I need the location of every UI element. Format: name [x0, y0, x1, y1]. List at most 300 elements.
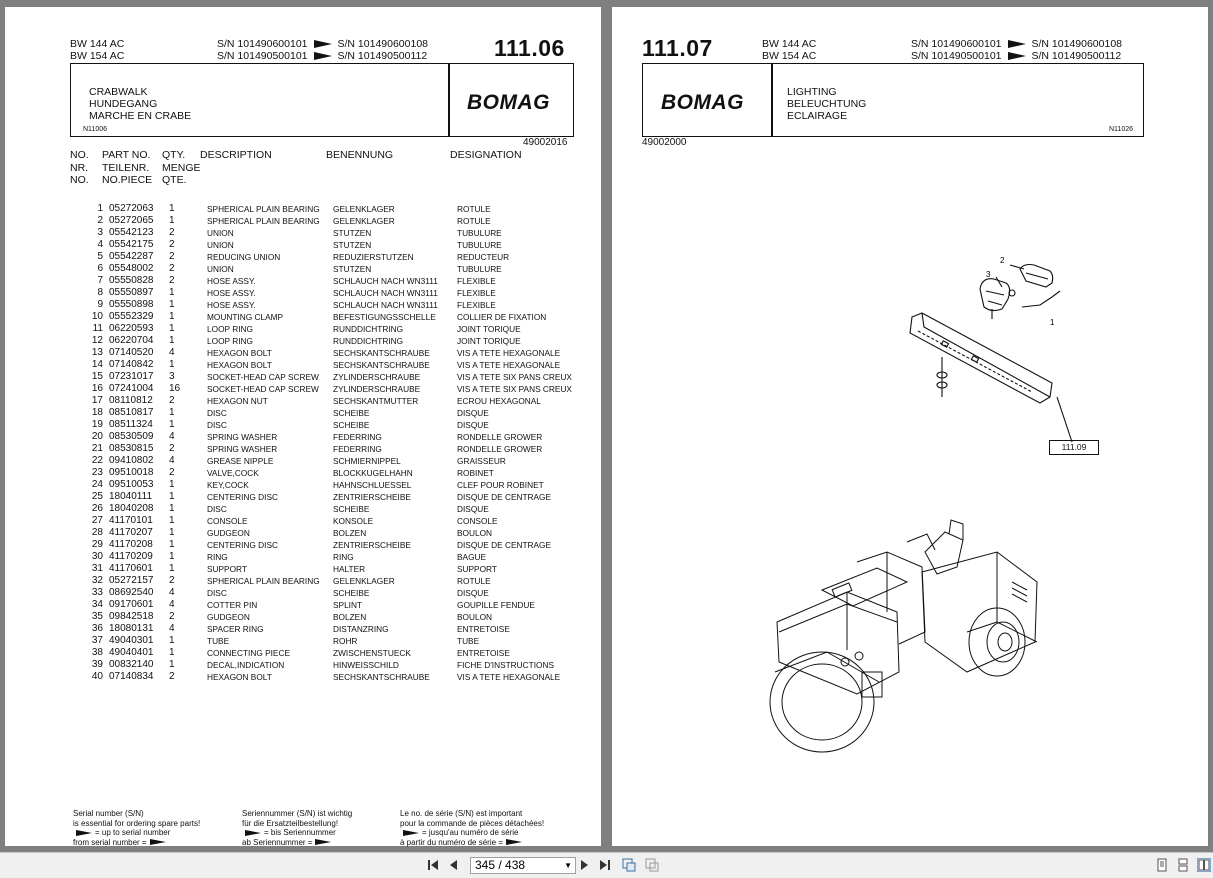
- quantity: 1: [169, 215, 175, 226]
- item-number: 28: [91, 527, 103, 538]
- part-number: 06220704: [109, 335, 154, 346]
- quantity: 1: [169, 419, 175, 430]
- serial-range-list: [911, 38, 1122, 62]
- description-fr: VIS A TETE HEXAGONALE: [457, 348, 561, 358]
- item-number: 7: [97, 275, 103, 286]
- single-page-icon[interactable]: [1155, 858, 1169, 872]
- description-fr: COLLIER DE FIXATION: [457, 312, 547, 322]
- item-number: 20: [91, 431, 103, 442]
- part-number: 41170101: [109, 515, 153, 526]
- description-en: UNION: [207, 228, 234, 238]
- item-number: 34: [91, 599, 103, 610]
- part-number: 08110812: [109, 395, 153, 406]
- up-to-arrow-icon: [314, 40, 332, 48]
- description-fr: REDUCTEUR: [457, 252, 510, 262]
- description-fr: SUPPORT: [457, 564, 497, 574]
- description-en: HOSE ASSY.: [207, 300, 256, 310]
- description-en: SPHERICAL PLAIN BEARING: [207, 204, 320, 214]
- description-en: MOUNTING CLAMP: [207, 312, 284, 322]
- part-number: 05272065: [109, 215, 154, 226]
- col-header-no: [70, 149, 89, 187]
- description-en: SUPPORT: [207, 564, 247, 574]
- table-row: [71, 359, 587, 371]
- item-number: 29: [91, 539, 103, 550]
- quantity: 4: [169, 623, 175, 634]
- bomag-logo: BOMAG: [661, 91, 744, 114]
- description-de: BLOCKKUGELHAHN: [333, 468, 413, 478]
- parts-table: [71, 203, 587, 683]
- part-number: 05548002: [109, 263, 154, 274]
- drawing-ref: N11026: [1109, 126, 1134, 133]
- description-en: HEXAGON NUT: [207, 396, 268, 406]
- description-fr: ROTULE: [457, 204, 491, 214]
- item-number: 37: [91, 635, 103, 646]
- description-fr: FLEXIBLE: [457, 300, 496, 310]
- part-number: 05552329: [109, 311, 154, 322]
- footer-text: ab Seriennummer =: [242, 837, 313, 847]
- part-number: 06220593: [109, 323, 154, 334]
- description-fr: DISQUE: [457, 504, 489, 514]
- item-number: 18: [91, 407, 103, 418]
- description-en: HOSE ASSY.: [207, 288, 256, 298]
- description-de: REDUZIERSTUTZEN: [333, 252, 414, 262]
- title-fr: MARCHE EN CRABE: [89, 110, 192, 122]
- description-en: CENTERING DISC: [207, 540, 278, 550]
- part-number: 05272063: [109, 203, 154, 214]
- part-number: 07140520: [109, 347, 154, 358]
- item-number: 6: [97, 263, 103, 274]
- footer-fr-line: [400, 838, 544, 848]
- item-number: 38: [91, 647, 103, 658]
- part-number: 18080131: [109, 623, 154, 634]
- description-de: ZWISCHENSTUECK: [333, 648, 411, 658]
- description-de: FEDERRING: [333, 432, 382, 442]
- table-row: [71, 539, 587, 551]
- table-row: [71, 563, 587, 575]
- table-row: [71, 335, 587, 347]
- description-fr: FLEXIBLE: [457, 276, 496, 286]
- col-no-en: NO.: [70, 149, 89, 161]
- model-2: BW 154 AC: [70, 50, 125, 62]
- description-en: HEXAGON BOLT: [207, 360, 272, 370]
- description-en: DISC: [207, 408, 227, 418]
- description-de: ROHR: [333, 636, 358, 646]
- description-fr: ECROU HEXAGONAL: [457, 396, 541, 406]
- quantity: 4: [169, 455, 175, 466]
- table-row: [71, 431, 587, 443]
- quantity: 2: [169, 443, 175, 454]
- quantity: 2: [169, 611, 175, 622]
- title-fr: ECLAIRAGE: [787, 110, 848, 122]
- description-fr: CONSOLE: [457, 516, 498, 526]
- prev-page-icon[interactable]: [447, 858, 461, 872]
- part-number: 09170601: [109, 599, 154, 610]
- two-page-icon[interactable]: [1197, 858, 1211, 872]
- description-de: SECHSKANTMUTTER: [333, 396, 419, 406]
- description-fr: RONDELLE GROWER: [457, 444, 543, 454]
- description-fr: GOUPILLE FENDUE: [457, 600, 535, 610]
- roller-machine-drawing: [767, 512, 1047, 762]
- description-en: COTTER PIN: [207, 600, 258, 610]
- item-number: 33: [91, 587, 103, 598]
- footer-en-line: [73, 828, 200, 838]
- part-number: 49040301: [109, 635, 154, 646]
- description-en: HEXAGON BOLT: [207, 672, 272, 682]
- footer-fr: [400, 809, 544, 847]
- next-page-icon[interactable]: [577, 858, 591, 872]
- col-qty-fr: QTE.: [162, 174, 187, 186]
- description-en: SPRING WASHER: [207, 444, 278, 454]
- callout-3: 3: [986, 270, 991, 279]
- col-part-fr: NO.PIECE: [102, 174, 153, 186]
- col-no-de: NR.: [70, 161, 89, 174]
- item-number: 27: [91, 515, 103, 526]
- description-en: CONSOLE: [207, 516, 248, 526]
- quantity: 2: [169, 239, 175, 250]
- title-en: CRABWALK: [89, 86, 148, 98]
- col-header-description: DESCRIPTION: [200, 149, 272, 161]
- footer-en-line: Serial number (S/N): [73, 809, 144, 818]
- quantity: 1: [169, 635, 175, 646]
- table-row: [71, 455, 587, 467]
- item-number: 21: [91, 443, 103, 454]
- description-de: STUTZEN: [333, 264, 372, 274]
- quantity: 1: [169, 287, 175, 298]
- part-number: 09842518: [109, 611, 154, 622]
- description-de: ZYLINDERSCHRAUBE: [333, 384, 421, 394]
- serial-range-1: [911, 38, 1122, 50]
- description-de: BEFESTIGUNGSSCHELLE: [333, 312, 436, 322]
- table-row: [71, 503, 587, 515]
- quantity: 1: [169, 323, 175, 334]
- footer-text: à partir du numéro de série =: [400, 837, 503, 847]
- description-en: SPHERICAL PLAIN BEARING: [207, 576, 320, 586]
- col-no-fr: NO.: [70, 174, 89, 186]
- quantity: 2: [169, 263, 175, 274]
- lighting-exploded-drawing: [902, 247, 1102, 467]
- item-number: 12: [91, 335, 103, 346]
- item-number: 3: [97, 227, 103, 238]
- description-fr: DISQUE DE CENTRAGE: [457, 540, 552, 550]
- footer-fr-line: pour la commande de pièces détachées!: [400, 818, 545, 828]
- control-panel: [822, 568, 907, 606]
- item-number: 8: [97, 287, 103, 298]
- quantity: 1: [169, 647, 175, 658]
- part-number: 09510053: [109, 479, 154, 490]
- description-en: DISC: [207, 588, 227, 598]
- description-en: VALVE,COCK: [207, 468, 259, 478]
- description-en: GREASE NIPPLE: [207, 456, 274, 466]
- drawing-ref: N11006: [83, 126, 108, 133]
- first-page-icon[interactable]: [426, 858, 440, 872]
- description-fr: DISQUE: [457, 420, 489, 430]
- continuous-page-icon[interactable]: [1176, 858, 1190, 872]
- description-de: KONSOLE: [333, 516, 374, 526]
- description-fr: JOINT TORIQUE: [457, 324, 521, 334]
- part-number: 08511324: [109, 419, 153, 430]
- quantity: 1: [169, 491, 175, 502]
- footer-de: [242, 809, 352, 847]
- part-number: 49040401: [109, 647, 154, 658]
- description-fr: BOULON: [457, 612, 493, 622]
- table-row: [71, 551, 587, 563]
- description-fr: DISQUE DE CENTRAGE: [457, 492, 552, 502]
- item-number: 19: [91, 419, 103, 430]
- item-number: 2: [97, 215, 103, 226]
- table-row: [71, 311, 587, 323]
- quantity: 1: [169, 503, 175, 514]
- serial-to: S/N 101490500112: [337, 50, 428, 62]
- work-lamp: [980, 279, 1010, 311]
- description-de: STUTZEN: [333, 240, 372, 250]
- description-fr: GRAISSEUR: [457, 456, 506, 466]
- description-en: KEY,COCK: [207, 480, 249, 490]
- quantity: 1: [169, 515, 175, 526]
- footer-de-line: Seriennummer (S/N) ist wichtig: [242, 809, 353, 818]
- title-en: LIGHTING: [787, 86, 837, 98]
- footer-text: from serial number =: [73, 837, 147, 847]
- quantity: 1: [169, 203, 175, 214]
- description-en: SPACER RING: [207, 624, 264, 634]
- item-number: 25: [91, 491, 103, 502]
- chevron-down-icon[interactable]: ▼: [564, 861, 572, 870]
- part-number: 41170208: [109, 539, 153, 550]
- description-de: SCHLAUCH NACH WN3111: [333, 300, 438, 310]
- quantity: 4: [169, 347, 175, 358]
- serial-to: S/N 101490600108: [1031, 38, 1122, 50]
- description-en: LOOP RING: [207, 336, 253, 346]
- description-fr: RONDELLE GROWER: [457, 432, 543, 442]
- section-number: 111.06: [494, 35, 565, 61]
- description-de: GELENKLAGER: [333, 576, 395, 586]
- description-de: HAHNSCHLUESSEL: [333, 480, 412, 490]
- quantity: 2: [169, 575, 175, 586]
- callout-1: 1: [1050, 318, 1055, 327]
- table-row: [71, 323, 587, 335]
- table-row: [71, 239, 587, 251]
- footer-text: = jusqu'au numéro de série: [422, 828, 519, 837]
- description-fr: VIS A TETE SIX PANS CREUX: [457, 384, 572, 394]
- serial-from: S/N 101490600101: [217, 38, 308, 50]
- footer-fr-line: [400, 828, 544, 838]
- description-fr: TUBE: [457, 636, 480, 646]
- serial-from: S/N 101490500101: [911, 50, 1002, 62]
- description-en: GUDGEON: [207, 528, 250, 538]
- description-de: FEDERRING: [333, 444, 382, 454]
- description-fr: TUBULURE: [457, 264, 502, 274]
- table-row: [71, 419, 587, 431]
- quantity: 2: [169, 395, 175, 406]
- item-number: 14: [91, 359, 103, 370]
- item-number: 15: [91, 371, 103, 382]
- description-de: DISTANZRING: [333, 624, 389, 634]
- quantity: 1: [169, 299, 175, 310]
- table-row: [71, 491, 587, 503]
- table-row: [71, 371, 587, 383]
- footer-de-line: [242, 828, 352, 838]
- page-number-field[interactable]: [470, 857, 576, 874]
- description-en: CENTERING DISC: [207, 492, 278, 502]
- description-en: DISC: [207, 420, 227, 430]
- quantity: 1: [169, 659, 175, 670]
- model-2: BW 154 AC: [762, 50, 817, 62]
- description-de: RUNDDICHTRING: [333, 336, 404, 346]
- description-de: STUTZEN: [333, 228, 372, 238]
- description-fr: VIS A TETE HEXAGONALE: [457, 360, 561, 370]
- from-arrow-icon: [315, 839, 331, 845]
- description-fr: TUBULURE: [457, 228, 502, 238]
- item-number: 13: [91, 347, 103, 358]
- item-number: 32: [91, 575, 103, 586]
- quantity: 2: [169, 275, 175, 286]
- footer-de-line: [242, 838, 352, 848]
- footer-text: = bis Seriennummer: [264, 828, 336, 837]
- title-divider: [771, 64, 773, 136]
- table-row: [71, 623, 587, 635]
- quantity: 1: [169, 563, 175, 574]
- part-number: 08530815: [109, 443, 154, 454]
- description-de: SCHEIBE: [333, 420, 370, 430]
- right-document-page: [612, 7, 1208, 846]
- fit-width-icon[interactable]: [645, 858, 659, 872]
- footer-de-line: für die Ersatzteilbestellung!: [242, 818, 339, 828]
- part-number: 07140834: [109, 671, 154, 682]
- item-number: 26: [91, 503, 103, 514]
- description-en: RING: [207, 552, 228, 562]
- table-row: [71, 659, 587, 671]
- description-en: SOCKET-HEAD CAP SCREW: [207, 384, 319, 394]
- part-number: 05542123: [109, 227, 154, 238]
- quantity: 4: [169, 599, 175, 610]
- document-number: 49002000: [642, 137, 687, 148]
- description-en: SOCKET-HEAD CAP SCREW: [207, 372, 319, 382]
- quantity: 1: [169, 551, 175, 562]
- table-row: [71, 611, 587, 623]
- description-fr: FICHE D'INSTRUCTIONS: [457, 660, 554, 670]
- description-en: SPHERICAL PLAIN BEARING: [207, 216, 320, 226]
- description-de: SCHEIBE: [333, 408, 370, 418]
- footer-text: = up to serial number: [95, 828, 171, 837]
- table-row: [71, 395, 587, 407]
- callout-2: 2: [1000, 256, 1005, 265]
- item-number: 24: [91, 479, 103, 490]
- col-qty-de: MENGE: [162, 161, 201, 174]
- col-part-en: PART NO.: [102, 149, 151, 161]
- title-box: [642, 63, 1144, 137]
- quantity: 4: [169, 587, 175, 598]
- reference-box: 111.09: [1049, 440, 1099, 455]
- part-number: 07241004: [109, 383, 154, 394]
- item-number: 35: [91, 611, 103, 622]
- model-list: [70, 38, 124, 62]
- up-to-arrow-icon: [1008, 52, 1026, 60]
- part-number: 41170207: [109, 527, 153, 538]
- col-header-qty: [162, 149, 201, 187]
- quantity: 2: [169, 671, 175, 682]
- description-de: ZYLINDERSCHRAUBE: [333, 372, 421, 382]
- description-fr: JOINT TORIQUE: [457, 336, 521, 346]
- part-number: 09510018: [109, 467, 154, 478]
- quantity: 2: [169, 251, 175, 262]
- table-row: [71, 299, 587, 311]
- description-fr: DISQUE: [457, 588, 489, 598]
- description-en: TUBE: [207, 636, 230, 646]
- description-de: HALTER: [333, 564, 366, 574]
- table-row: [71, 407, 587, 419]
- description-fr: VIS A TETE HEXAGONALE: [457, 672, 561, 682]
- part-number: 07140842: [109, 359, 154, 370]
- from-arrow-icon: [150, 839, 166, 845]
- serial-range-1: [217, 38, 428, 50]
- description-de: GELENKLAGER: [333, 204, 395, 214]
- last-page-icon[interactable]: [598, 858, 612, 872]
- description-en: HOSE ASSY.: [207, 276, 256, 286]
- item-number: 40: [91, 671, 103, 682]
- model-list: [762, 38, 816, 62]
- description-de: RING: [333, 552, 354, 562]
- serial-to: S/N 101490600108: [337, 38, 428, 50]
- description-en: DECAL,INDICATION: [207, 660, 285, 670]
- quantity: 1: [169, 407, 175, 418]
- table-row: [71, 635, 587, 647]
- table-row: [71, 599, 587, 611]
- bomag-logo: BOMAG: [467, 91, 550, 114]
- description-fr: ROTULE: [457, 216, 491, 226]
- table-row: [71, 263, 587, 275]
- part-number: 08530509: [109, 431, 154, 442]
- description-de: GELENKLAGER: [333, 216, 395, 226]
- description-fr: DISQUE: [457, 408, 489, 418]
- description-de: SECHSKANTSCHRAUBE: [333, 360, 430, 370]
- section-number: 111.07: [642, 35, 713, 61]
- description-fr: ROBINET: [457, 468, 494, 478]
- table-row: [71, 275, 587, 287]
- description-de: SCHLAUCH NACH WN3111: [333, 276, 438, 286]
- description-en: UNION: [207, 264, 234, 274]
- part-number: 05272157: [109, 575, 154, 586]
- serial-range-list: [217, 38, 428, 62]
- table-row: [71, 215, 587, 227]
- description-fr: BAGUE: [457, 552, 487, 562]
- fit-page-icon[interactable]: [622, 858, 636, 872]
- description-de: SCHEIBE: [333, 504, 370, 514]
- part-number: 41170601: [109, 563, 153, 574]
- front-drum: [770, 652, 874, 752]
- description-de: SCHLAUCH NACH WN3111: [333, 288, 438, 298]
- title-lines: [89, 86, 191, 122]
- item-number: 5: [97, 251, 103, 262]
- quantity: 1: [169, 359, 175, 370]
- up-to-arrow-icon: [1008, 40, 1026, 48]
- table-row: [71, 587, 587, 599]
- document-number: 49002016: [523, 137, 568, 148]
- table-row: [71, 443, 587, 455]
- part-number: 08692540: [109, 587, 154, 598]
- up-to-arrow-icon: [403, 830, 419, 836]
- serial-from: S/N 101490600101: [911, 38, 1002, 50]
- part-number: 05550897: [109, 287, 154, 298]
- serial-range-2: [217, 50, 428, 62]
- quantity: 3: [169, 371, 175, 382]
- table-row: [71, 647, 587, 659]
- description-en: CONNECTING PIECE: [207, 648, 290, 658]
- title-lines: [787, 86, 866, 122]
- light-bracket-bar: [910, 313, 1052, 403]
- part-number: 07231017: [109, 371, 154, 382]
- description-de: BOLZEN: [333, 612, 367, 622]
- table-row: [71, 383, 587, 395]
- table-row: [71, 671, 587, 683]
